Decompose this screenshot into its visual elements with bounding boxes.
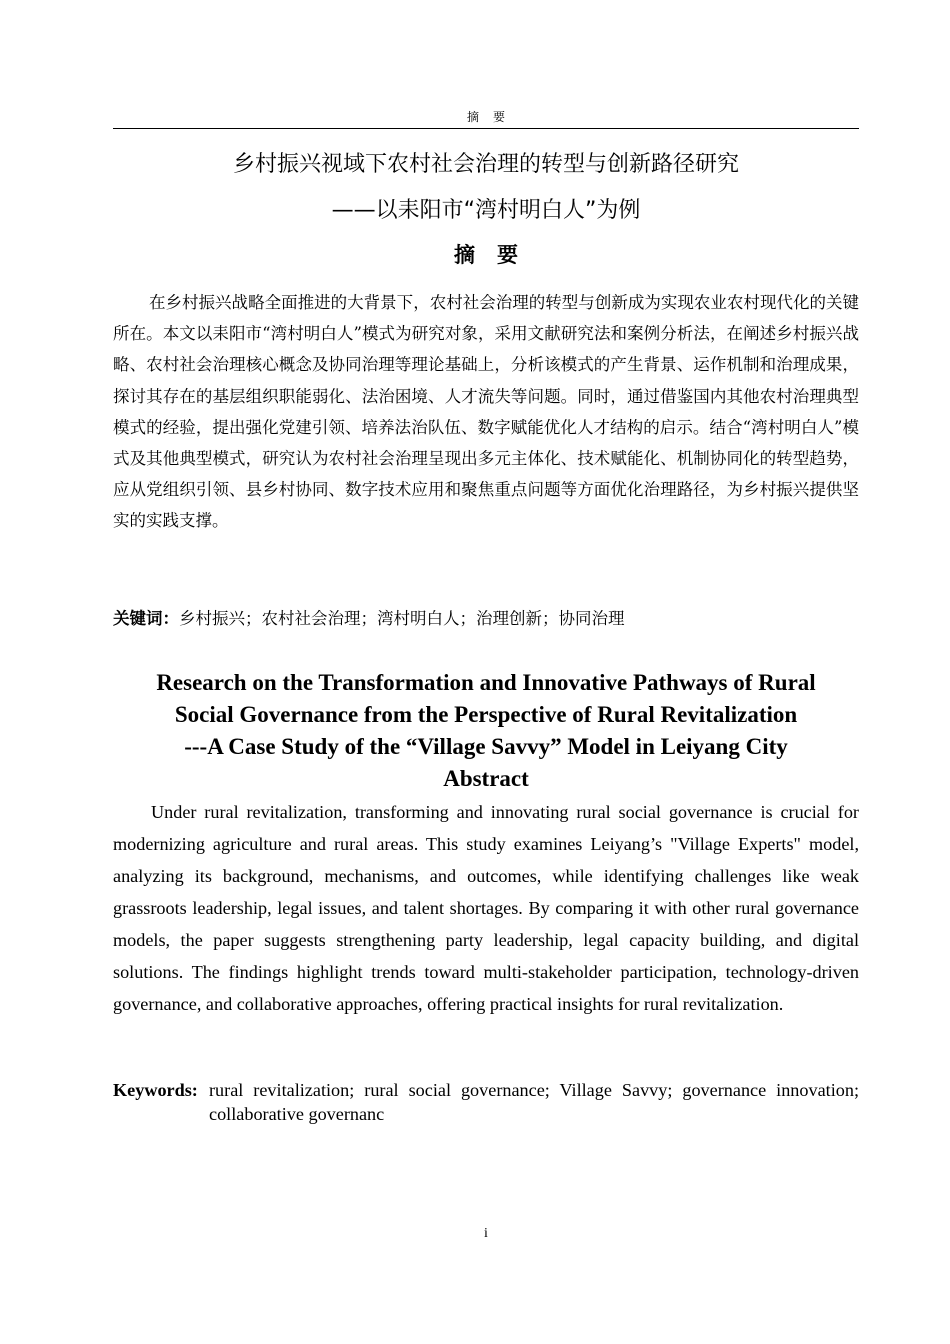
- chinese-abstract-body: 在乡村振兴战略全面推进的大背景下，农村社会治理的转型与创新成为实现农业农村现代化的关键所在。本文以耒阳市“湾村明白人”模式为研究对象，采用文献研究法和案例分析法，在阐述乡村振兴战略、农村社会治理核心概念及协同治理等理论基础上，分析该模式的产生背景、运作机制和治理成果，探讨其存在的基层组织职能弱化、法治困境、人才流失等问题。同时，通过借鉴国内其他农村治理典型模式的经验，提出强化党建引领、培养法治队伍、数字赋能优化人才结构的启示。结合“湾村明白人”模式及其他典型模式，研究认为农村社会治理呈现出多元主体化、技术赋能化、机制协同化的转型趋势，应从党组织引领、县乡村协同、数字技术应用和聚焦重点问题等方面优化治理路径，为乡村振兴提供坚实的实践支撑。: [113, 293, 859, 531]
- page-number: i: [484, 1226, 488, 1241]
- running-header: 摘要: [466, 110, 519, 124]
- chinese-title-line2: ——以耒阳市“湾村明白人”为例: [331, 198, 641, 223]
- english-title-line3: ---A Case Study of the “Village Savvy” Model in Leiyang City: [184, 734, 788, 759]
- chinese-keywords-label: 关键词：: [113, 609, 179, 628]
- header-rule: [113, 128, 859, 129]
- english-keywords: [113, 1078, 859, 1126]
- english-abstract-body: Under rural revitalization, transforming and innovating rural social governance is crucial for modernizing agriculture and rural areas. This study examines Leiyang’s "Village Experts" model, analyzing its background, mechanisms, and outcomes, while identifying challenges like weak grassroots leadership, legal issues, and talent shortages. By comparing it with other rural governance models, the paper suggests strengthening party leadership, legal capacity building, and digital solutions. The findings highlight trends toward multi-stakeholder participation, technology-driven governance, and collaborative approaches, offering practical insights for rural revitalization.: [113, 802, 859, 1014]
- chinese-abstract-heading: 摘要: [454, 243, 540, 267]
- english-title-line1: Research on the Transformation and Innovative Pathways of Rural: [156, 670, 816, 695]
- english-keywords-label: Keywords:: [113, 1080, 198, 1100]
- english-title-line2: Social Governance from the Perspective of Rural Revitalization: [174, 702, 798, 727]
- english-abstract-heading: Abstract: [443, 766, 529, 791]
- chinese-keywords-text: 乡村振兴；农村社会治理；湾村明白人；治理创新；协同治理: [179, 609, 625, 628]
- chinese-keywords: [113, 604, 859, 634]
- chinese-title-line1: 乡村振兴视域下农村社会治理的转型与创新路径研究: [232, 152, 739, 177]
- english-keywords-text: rural revitalization; rural social governance; Village Savvy; governance innovation; collaborative governanc: [209, 1080, 859, 1124]
